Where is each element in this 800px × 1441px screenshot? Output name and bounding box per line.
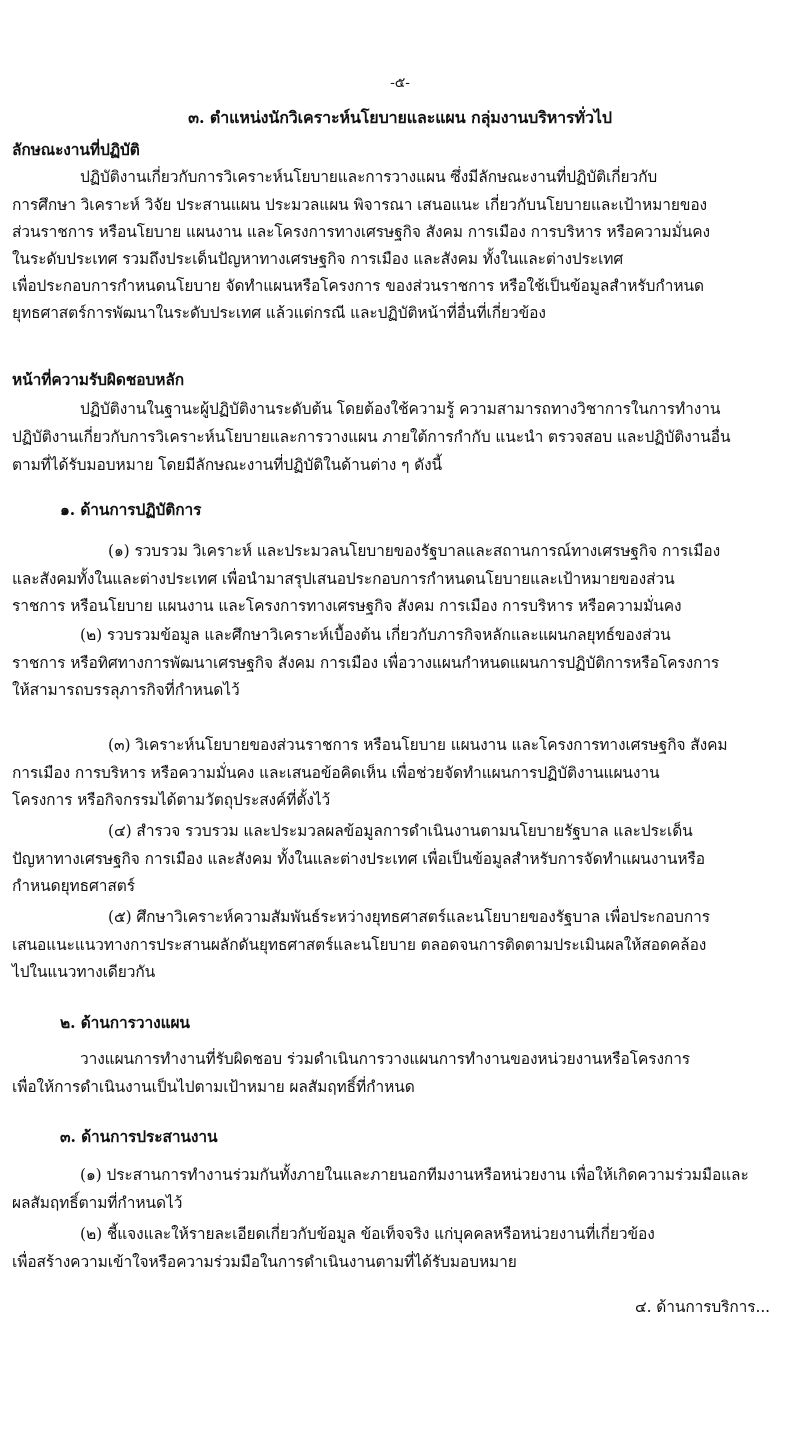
- continuation-marker: ๔. ด้านการบริการ...: [634, 1298, 770, 1316]
- paragraph-line: (๕) ศึกษาวิเคราะห์ความสัมพันธ์ระหว่างยุทธศาสตร์และนโยบายของรัฐบาล เพื่อประกอบการ: [108, 908, 710, 926]
- paragraph-line: ไปในแนวทางเดียวกัน: [12, 963, 156, 981]
- paragraph-line: (๒) ชี้แจงและให้รายละเอียดเกี่ยวกับข้อมูล ข้อเท็จจริง แก่บุคคลหรือหน่วยงานที่เกี่ยวข้อง: [80, 1225, 655, 1243]
- paragraph-line: ตามที่ได้รับมอบหมาย โดยมีลักษณะงานที่ปฏิบัติในด้านต่าง ๆ ดังนี้: [12, 456, 443, 474]
- paragraph-line: การเมือง การบริหาร หรือความมั่นคง และเสนอข้อคิดเห็น เพื่อช่วยจัดทำแผนการปฏิบัติงานแผนงาน: [12, 764, 660, 782]
- paragraph-line: ส่วนราชการ หรือนโยบาย แผนงาน และโครงการทางเศรษฐกิจ สังคม การเมือง การบริหาร หรือความมั่นคง: [12, 223, 710, 241]
- paragraph-line: ผลสัมฤทธิ์ตามที่กำหนดไว้: [12, 1194, 183, 1212]
- paragraph-line: ให้สามารถบรรลุภารกิจที่กำหนดไว้: [12, 681, 240, 699]
- paragraph-line: วางแผนการทำงานที่รับผิดชอบ ร่วมดำเนินการวางแผนการทำงานของหน่วยงานหรือโครงการ: [80, 1050, 691, 1068]
- paragraph-line: และสังคมทั้งในและต่างประเทศ เพื่อนำมาสรุปเสนอประกอบการกำหนดนโยบายและเป้าหมายของส่วน: [12, 570, 675, 588]
- paragraph-line: ปฏิบัติงานเกี่ยวกับการวิเคราะห์นโยบายและการวางแผน ซึ่งมีลักษณะงานที่ปฏิบัติเกี่ยวกับ: [80, 168, 658, 186]
- section-heading-duties: หน้าที่ความรับผิดชอบหลัก: [12, 370, 185, 389]
- paragraph-line: กำหนดยุทธศาสตร์: [12, 877, 135, 895]
- paragraph-line: เสนอแนะแนวทางการประสานผลักดันยุทธศาสตร์และนโยบาย ตลอดจนการติดตามประเมินผลให้สอดคล้อง: [12, 936, 707, 954]
- paragraph-line: (๑) ประสานการทำงานร่วมกันทั้งภายในและภายนอกทีมงานหรือหน่วยงาน เพื่อให้เกิดความร่วมมือและ: [80, 1166, 749, 1184]
- page-number: -๕-: [390, 75, 410, 91]
- paragraph-line: ยุทธศาสตร์การพัฒนาในระดับประเทศ แล้วแต่กรณี และปฏิบัติหน้าที่อื่นที่เกี่ยวข้อง: [12, 304, 546, 322]
- paragraph-line: ปฏิบัติงานในฐานะผู้ปฏิบัติงานระดับต้น โดยต้องใช้ความรู้ ความสามารถทางวิชาการในการทำงาน: [80, 400, 721, 418]
- section-heading-nature: ลักษณะงานที่ปฏิบัติ: [12, 140, 140, 159]
- subsection-heading-operations: ๑. ด้านการปฏิบัติการ: [60, 500, 202, 519]
- page-title: ๓. ตำแหน่งนักวิเคราะห์นโยบายและแผน กลุ่มงานบริหารทั่วไป: [188, 108, 612, 127]
- paragraph-line: ปัญหาทางเศรษฐกิจ การเมือง และสังคม ทั้งในและต่างประเทศ เพื่อเป็นข้อมูลสำหรับการจัดทำแผนงานหรือ: [12, 850, 705, 868]
- paragraph-line: (๔) สำรวจ รวบรวม และประมวลผลข้อมูลการดำเนินงานตามนโยบายรัฐบาล และประเด็น: [108, 822, 693, 840]
- paragraph-line: การศึกษา วิเคราะห์ วิจัย ประสานแผน ประมวลแผน พิจารณา เสนอแนะ เกี่ยวกับนโยบายและเป้าหมายของ: [12, 196, 708, 214]
- paragraph-line: ปฏิบัติงานเกี่ยวกับการวิเคราะห์นโยบายและการวางแผน ภายใต้การกำกับ แนะนำ ตรวจสอบ และปฏิบัติงานอื่น: [12, 428, 731, 446]
- paragraph-line: ในระดับประเทศ รวมถึงประเด็นปัญหาทางเศรษฐกิจ การเมือง และสังคม ทั้งในและต่างประเทศ: [12, 250, 624, 268]
- paragraph-line: (๑) รวบรวม วิเคราะห์ และประมวลนโยบายของรัฐบาลและสถานการณ์ทางเศรษฐกิจ การเมือง: [108, 542, 721, 560]
- subsection-heading-coordination: ๓. ด้านการประสานงาน: [60, 1127, 218, 1146]
- paragraph-line: เพื่อประกอบการกำหนดนโยบาย จัดทำแผนหรือโครงการ ของส่วนราชการ หรือใช้เป็นข้อมูลสำหรับกำหนด: [12, 277, 704, 295]
- paragraph-line: ราชการ หรือทิศทางการพัฒนาเศรษฐกิจ สังคม การเมือง เพื่อวางแผนกำหนดแผนการปฏิบัติการหรือโครงการ: [12, 654, 720, 672]
- subsection-heading-planning: ๒. ด้านการวางแผน: [60, 1013, 190, 1032]
- paragraph-line: ราชการ หรือนโยบาย แผนงาน และโครงการทางเศรษฐกิจ สังคม การเมือง การบริหาร หรือความมั่นคง: [12, 597, 682, 615]
- paragraph-line: (๒) รวบรวมข้อมูล และศึกษาวิเคราะห์เบื้องต้น เกี่ยวกับภารกิจหลักและแผนกลยุทธ์ของส่วน: [80, 626, 671, 644]
- paragraph-line: โครงการ หรือกิจกรรมได้ตามวัตถุประสงค์ที่ตั้งไว้: [12, 791, 331, 809]
- paragraph-line: เพื่อสร้างความเข้าใจหรือความร่วมมือในการดำเนินงานตามที่ได้รับมอบหมาย: [12, 1253, 517, 1271]
- paragraph-line: เพื่อให้การดำเนินงานเป็นไปตามเป้าหมาย ผลสัมฤทธิ์ที่กำหนด: [12, 1078, 415, 1096]
- paragraph-line: (๓) วิเคราะห์นโยบายของส่วนราชการ หรือนโยบาย แผนงาน และโครงการทางเศรษฐกิจ สังคม: [108, 736, 728, 754]
